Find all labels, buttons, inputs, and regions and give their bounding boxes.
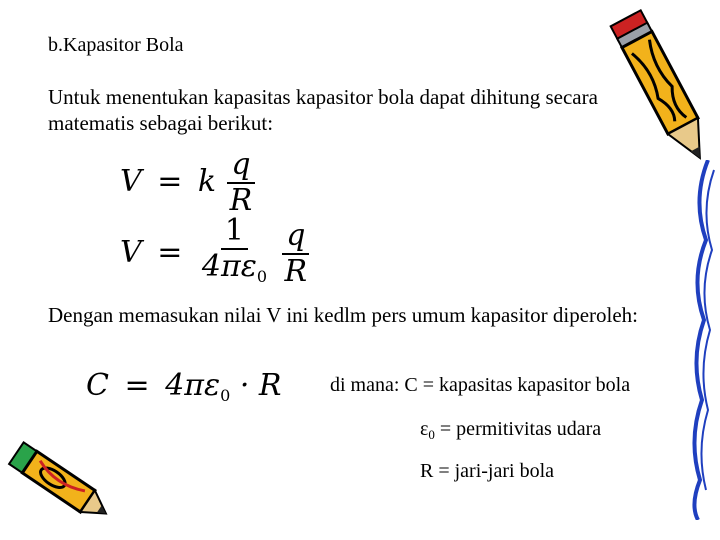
equation-potential-1 [120, 148, 256, 218]
eq1-k: k [197, 164, 217, 199]
pencil-bottom-left-icon [0, 430, 120, 540]
eq3-equals: = [124, 368, 150, 403]
r-definition: R = jari-jari bola [420, 460, 555, 482]
eq3-lhs: C [86, 368, 109, 403]
eq1-denominator: R [229, 183, 253, 218]
followup-paragraph: Dengan memasukan nilai V ini kedlm pers umum kapasitor diperoleh: [48, 303, 639, 327]
eq1-numerator: q [227, 148, 254, 184]
eq2-denominator-sub: 0 [256, 267, 267, 286]
eq2-fraction-1 [198, 214, 271, 294]
epsilon-text: = permitivitas udara [434, 418, 602, 440]
eq2-lhs: V [120, 235, 142, 270]
eq2-numerator-1: 1 [221, 214, 248, 250]
equation-capacitance [86, 368, 282, 405]
eq2-fraction-2 [281, 219, 312, 289]
decorative-stripe-icon [680, 160, 720, 520]
intro-paragraph: Untuk menentukan kapasitas kapasitor bola dapat dihitung secara matematis sebagai berikut: [48, 85, 598, 135]
eq2-equals: = [157, 235, 183, 270]
equation-potential-2 [120, 214, 311, 294]
eq1-fraction [226, 148, 257, 218]
eq2-denominator-2: R [284, 254, 308, 289]
eq3-rhs-sub: 0 [220, 386, 231, 405]
eq3-rhs-tail: · R [239, 368, 282, 403]
eq1-equals: = [157, 164, 183, 199]
epsilon-definition [420, 418, 601, 443]
eq1-lhs: V [120, 164, 142, 199]
where-c-definition: di mana: C = kapasitas kapasitor bola [330, 374, 631, 396]
eq3-rhs: 4πε [165, 368, 221, 403]
epsilon-sub: 0 [428, 427, 435, 442]
pencil-top-right-icon [600, 0, 720, 175]
eq2-denominator-1: 4πε [201, 249, 257, 284]
slide-heading: b.Kapasitor Bola [48, 34, 184, 56]
epsilon-symbol: ε [420, 418, 429, 440]
eq2-numerator-2: q [282, 219, 309, 255]
